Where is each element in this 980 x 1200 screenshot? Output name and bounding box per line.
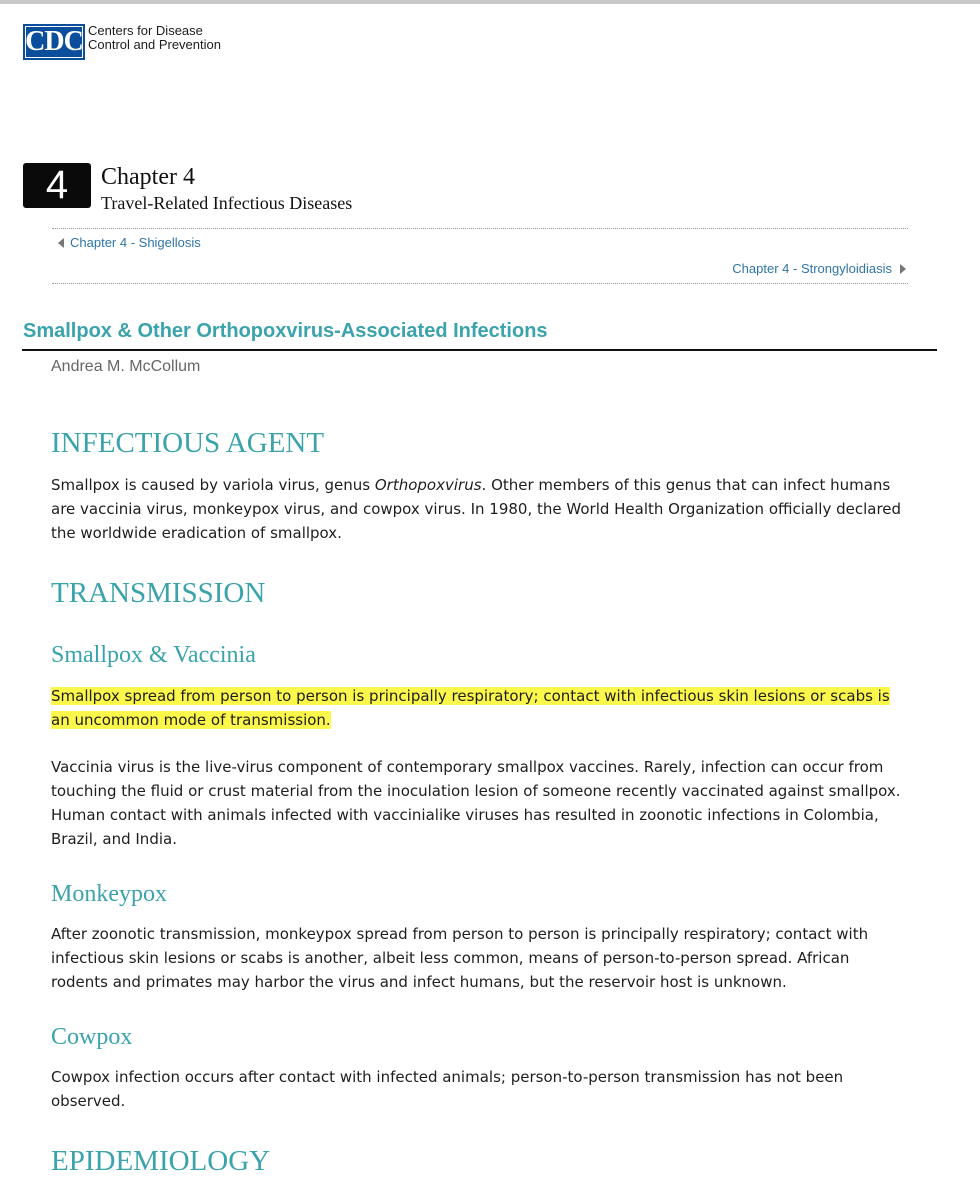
- chapter-number-badge: 4: [23, 163, 91, 208]
- title-rule: [22, 349, 937, 351]
- next-chapter-label: Chapter 4 - Strongyloidiasis: [732, 261, 892, 276]
- text-span: Smallpox is caused by variola virus, genus: [51, 476, 375, 494]
- italic-genus: Orthopoxvirus: [374, 476, 482, 494]
- heading-cowpox: Cowpox: [51, 1024, 133, 1050]
- heading-transmission: TRANSMISSION: [51, 577, 266, 609]
- caret-left-icon: [58, 238, 64, 248]
- heading-monkeypox: Monkeypox: [51, 881, 167, 907]
- heading-smallpox-vaccinia: Smallpox & Vaccinia: [51, 642, 256, 668]
- text-span: . Other members of this genus that can infect humans are vaccinia virus, monkeypox virus, and cowpox virus. In 1980, the World Health Organization officially declared the worldwide eradication of smallpox.: [51, 476, 902, 542]
- cdc-logo-text: [88, 24, 221, 52]
- logo-line-2: Control and Prevention: [88, 37, 221, 52]
- paragraph-smallpox-highlighted: [51, 684, 911, 732]
- chapter-title: Chapter 4: [101, 164, 195, 190]
- highlighted-text: Smallpox spread from person to person is principally respiratory; contact with infectious skin lesions or scabs is an uncommon mode of transmission.: [51, 687, 890, 729]
- prev-chapter-link[interactable]: [58, 235, 201, 250]
- logo-line-1: Centers for Disease: [88, 23, 203, 38]
- nav-divider-top: [52, 228, 908, 229]
- paragraph-vaccinia: Vaccinia virus is the live-virus component of contemporary smallpox vaccines. Rarely, infection can occur from touching the fluid or crust material from the inoculation lesion of someone recently vaccinated against smallpox. Human contact with animals infected with vaccinialike viruses has resulted in zoonotic infections in Colombia, Brazil, and India.: [51, 758, 901, 848]
- top-border: [0, 0, 980, 4]
- caret-right-icon: [900, 264, 906, 274]
- author-name: Andrea M. McCollum: [51, 358, 201, 375]
- paragraph-monkeypox: After zoonotic transmission, monkeypox spread from person to person is principally respiratory; contact with infectious skin lesions or scabs is another, albeit less common, means of person-to-person spread. African rodents and primates may harbor the virus and infect humans, but the reservoir host is unknown.: [51, 925, 869, 991]
- cdc-logo-mark: CDC: [23, 24, 85, 60]
- chapter-subtitle: Travel-Related Infectious Diseases: [101, 193, 353, 213]
- heading-infectious-agent: INFECTIOUS AGENT: [51, 427, 325, 459]
- cdc-logo[interactable]: [23, 24, 221, 60]
- nav-divider-bottom: [52, 283, 908, 284]
- next-chapter-link[interactable]: [732, 261, 906, 276]
- prev-chapter-label: Chapter 4 - Shigellosis: [70, 235, 201, 250]
- paragraph-infectious-agent: [51, 473, 911, 545]
- article-title: Smallpox & Other Orthopoxvirus-Associated Infections: [23, 320, 548, 342]
- paragraph-cowpox: Cowpox infection occurs after contact with infected animals; person-to-person transmission has not been observed.: [51, 1068, 844, 1110]
- heading-epidemiology: EPIDEMIOLOGY: [51, 1145, 271, 1177]
